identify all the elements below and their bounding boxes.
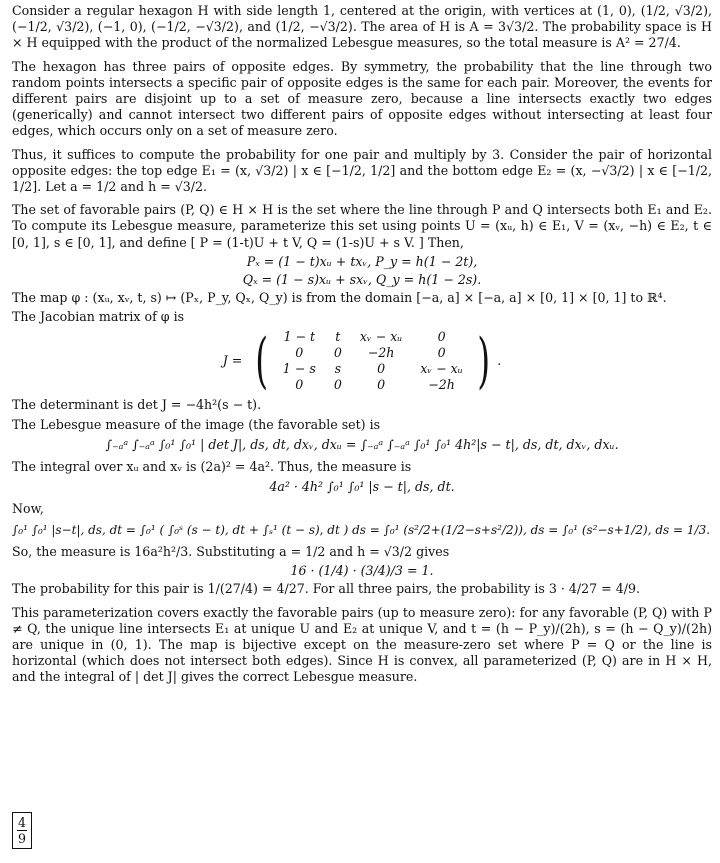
matrix-cell: xᵥ − xᵤ [420,361,463,377]
answer-denominator: 9 [18,831,27,846]
matrix-cell: 1 − s [282,361,316,377]
jacobian-matrix [12,326,712,397]
matrix-cell: 0 [295,344,304,360]
matrix-row [274,361,472,377]
equation-measure: ∫₋ₐᵃ ∫₋ₐᵃ ∫₀¹ ∫₀¹ | det J|, ds, dt, dxᵥ, dxᵤ = ∫₋ₐᵃ ∫₋ₐᵃ ∫₀¹ ∫₀¹ 4h²|s − t|, ds, dt, dxᵥ, dxᵤ. [105,436,619,452]
matrix-row [274,377,472,393]
paragraph-substitution: So, the measure is 16a²h²/3. Substituting a = 1/2 and h = √3/2 gives [12,543,450,559]
matrix-cell: 0 [333,377,342,393]
paragraph-determinant: The determinant is det J = −4h²(s − t). [12,397,262,413]
jacobian-lhs: J = [222,352,243,368]
paragraph-integral-xu-xv: The integral over xᵤ and xᵥ is (2a)² = 4a². Thus, the measure is [12,459,412,475]
matrix-row [274,329,472,345]
equation-substituted: 16 · (1/4) · (3/4)/3 = 1. [290,563,434,579]
matrix-cell: −2h [367,344,395,360]
matrix-cell: s [334,361,342,377]
paragraph-reduction: Thus, it suffices to compute the probability for one pair and multiply by 3. Consider the pair of horizontal opposite edges: the top edge E₁ = (x, √3/2) | x ∈ [−1/2, 1/2] and the bottom edge E₂ = (x, −√3/2) | x ∈ [−1/2, 1/2]. Let a = 1/2 and h = √3/2. [12,146,712,195]
matrix-cell: xᵥ − xᵤ [359,328,403,344]
matrix-cell: 0 [333,344,342,360]
matrix-cell: −2h [428,377,455,393]
answer-numerator: 4 [18,815,27,830]
equation-p-coords: Pₓ = (1 − t)xᵤ + txᵥ, P_y = h(1 − 2t), [246,253,478,269]
paragraph-now: Now, [12,501,44,517]
paragraph-setup: Consider a regular hexagon H with side length 1, centered at the origin, with vertices at (1, 0), (1/2, √3/2), (−1/2, √3/2), (−1, 0), (−1/2, −√3/2), and (1/2, −√3/2). The area of H is A = 3√3/2. The probability space is H × H equipped with the product of the normalized Lebesgue measures, so the total measure is A² = 27/4. [12,3,712,51]
equation-abs-integral: ∫₀¹ ∫₀¹ |s−t|, ds, dt = ∫₀¹ ( ∫₀ˢ (s − t), dt + ∫ₛ¹ (t − s), dt ) ds = ∫₀¹ (s²/2+(1/2−s+s²/2)), ds = ∫₀¹ (s²−s+1/2), ds = 1/3. [12,522,711,537]
paragraph-parameterization: The set of favorable pairs (P, Q) ∈ H × H is the set where the line through P and Q intersects both E₁ and E₂. To compute its Lebesgue measure, parameterize this set using points U = (xᵤ, h) ∈ E₁, V = (xᵥ, −h) ∈ E₂, t ∈ [0, 1], s ∈ [0, 1], and define [ P = (1-t)U + t V, Q = (1-s)U + s V. ] Then, [12,202,712,250]
matrix-cell: 0 [377,377,386,393]
equation-measure-reduced: 4a² · 4h² ∫₀¹ ∫₀¹ |s − t|, ds, dt. [269,479,455,495]
equation-q-coords: Qₓ = (1 − s)xᵤ + sxᵥ, Q_y = h(1 − 2s). [242,272,482,288]
right-paren: ) [477,326,490,397]
paragraph-coverage: This parameterization covers exactly the favorable pairs (up to measure zero): for any favorable (P, Q) with P ≠ Q, the unique line intersects E₁ at unique U and E₂ at unique V, and t = (h − P_y)/(2h), s = (h − Q_y)/(2h) are unique in (0, 1). The map is bijective except on the measure-zero set where P = Q or the line is horizontal (which does not intersect both edges). Since H is convex, all parameterized (P, Q) are in H × H, and the integral of | det J| gives the correct Lebesgue measure. [12,604,712,685]
matrix-cell: 0 [437,344,446,360]
matrix-table [274,329,472,394]
jacobian-trail: . [497,352,502,368]
paragraph-jacobian-intro: The Jacobian matrix of φ is [12,309,185,325]
matrix-cell: t [335,328,341,344]
matrix-cell: 0 [295,377,304,393]
paragraph-measure-intro: The Lebesgue measure of the image (the favorable set) is [12,416,381,432]
paragraph-map: The map φ : (xᵤ, xᵥ, t, s) ↦ (Pₓ, P_y, Qₓ, Q_y) is from the domain [−a, a] × [−a, a] × [0, 1] × [0, 1] to ℝ⁴. [12,290,667,306]
paragraph-symmetry: The hexagon has three pairs of opposite edges. By symmetry, the probability that the line through two random points intersects a specific pair of opposite edges is the same for each pair. Moreover, the events for different pairs are disjoint up to a set of measure zero, because a line intersects exactly two edges (generically) and cannot intersect two different pairs of opposite edges without intersecting at least four edges, which occurs only on a set of measure zero. [12,58,712,139]
left-paren: ( [255,326,269,397]
matrix-cell: 0 [377,361,386,377]
matrix-cell: 1 − t [283,328,316,344]
matrix-cell: 0 [437,328,446,344]
final-answer-box [12,812,32,849]
matrix-row [274,345,472,361]
paragraph-probability: The probability for this pair is 1/(27/4) = 4/27. For all three pairs, the probability is 3 · 4/27 = 4/9. [12,581,641,597]
